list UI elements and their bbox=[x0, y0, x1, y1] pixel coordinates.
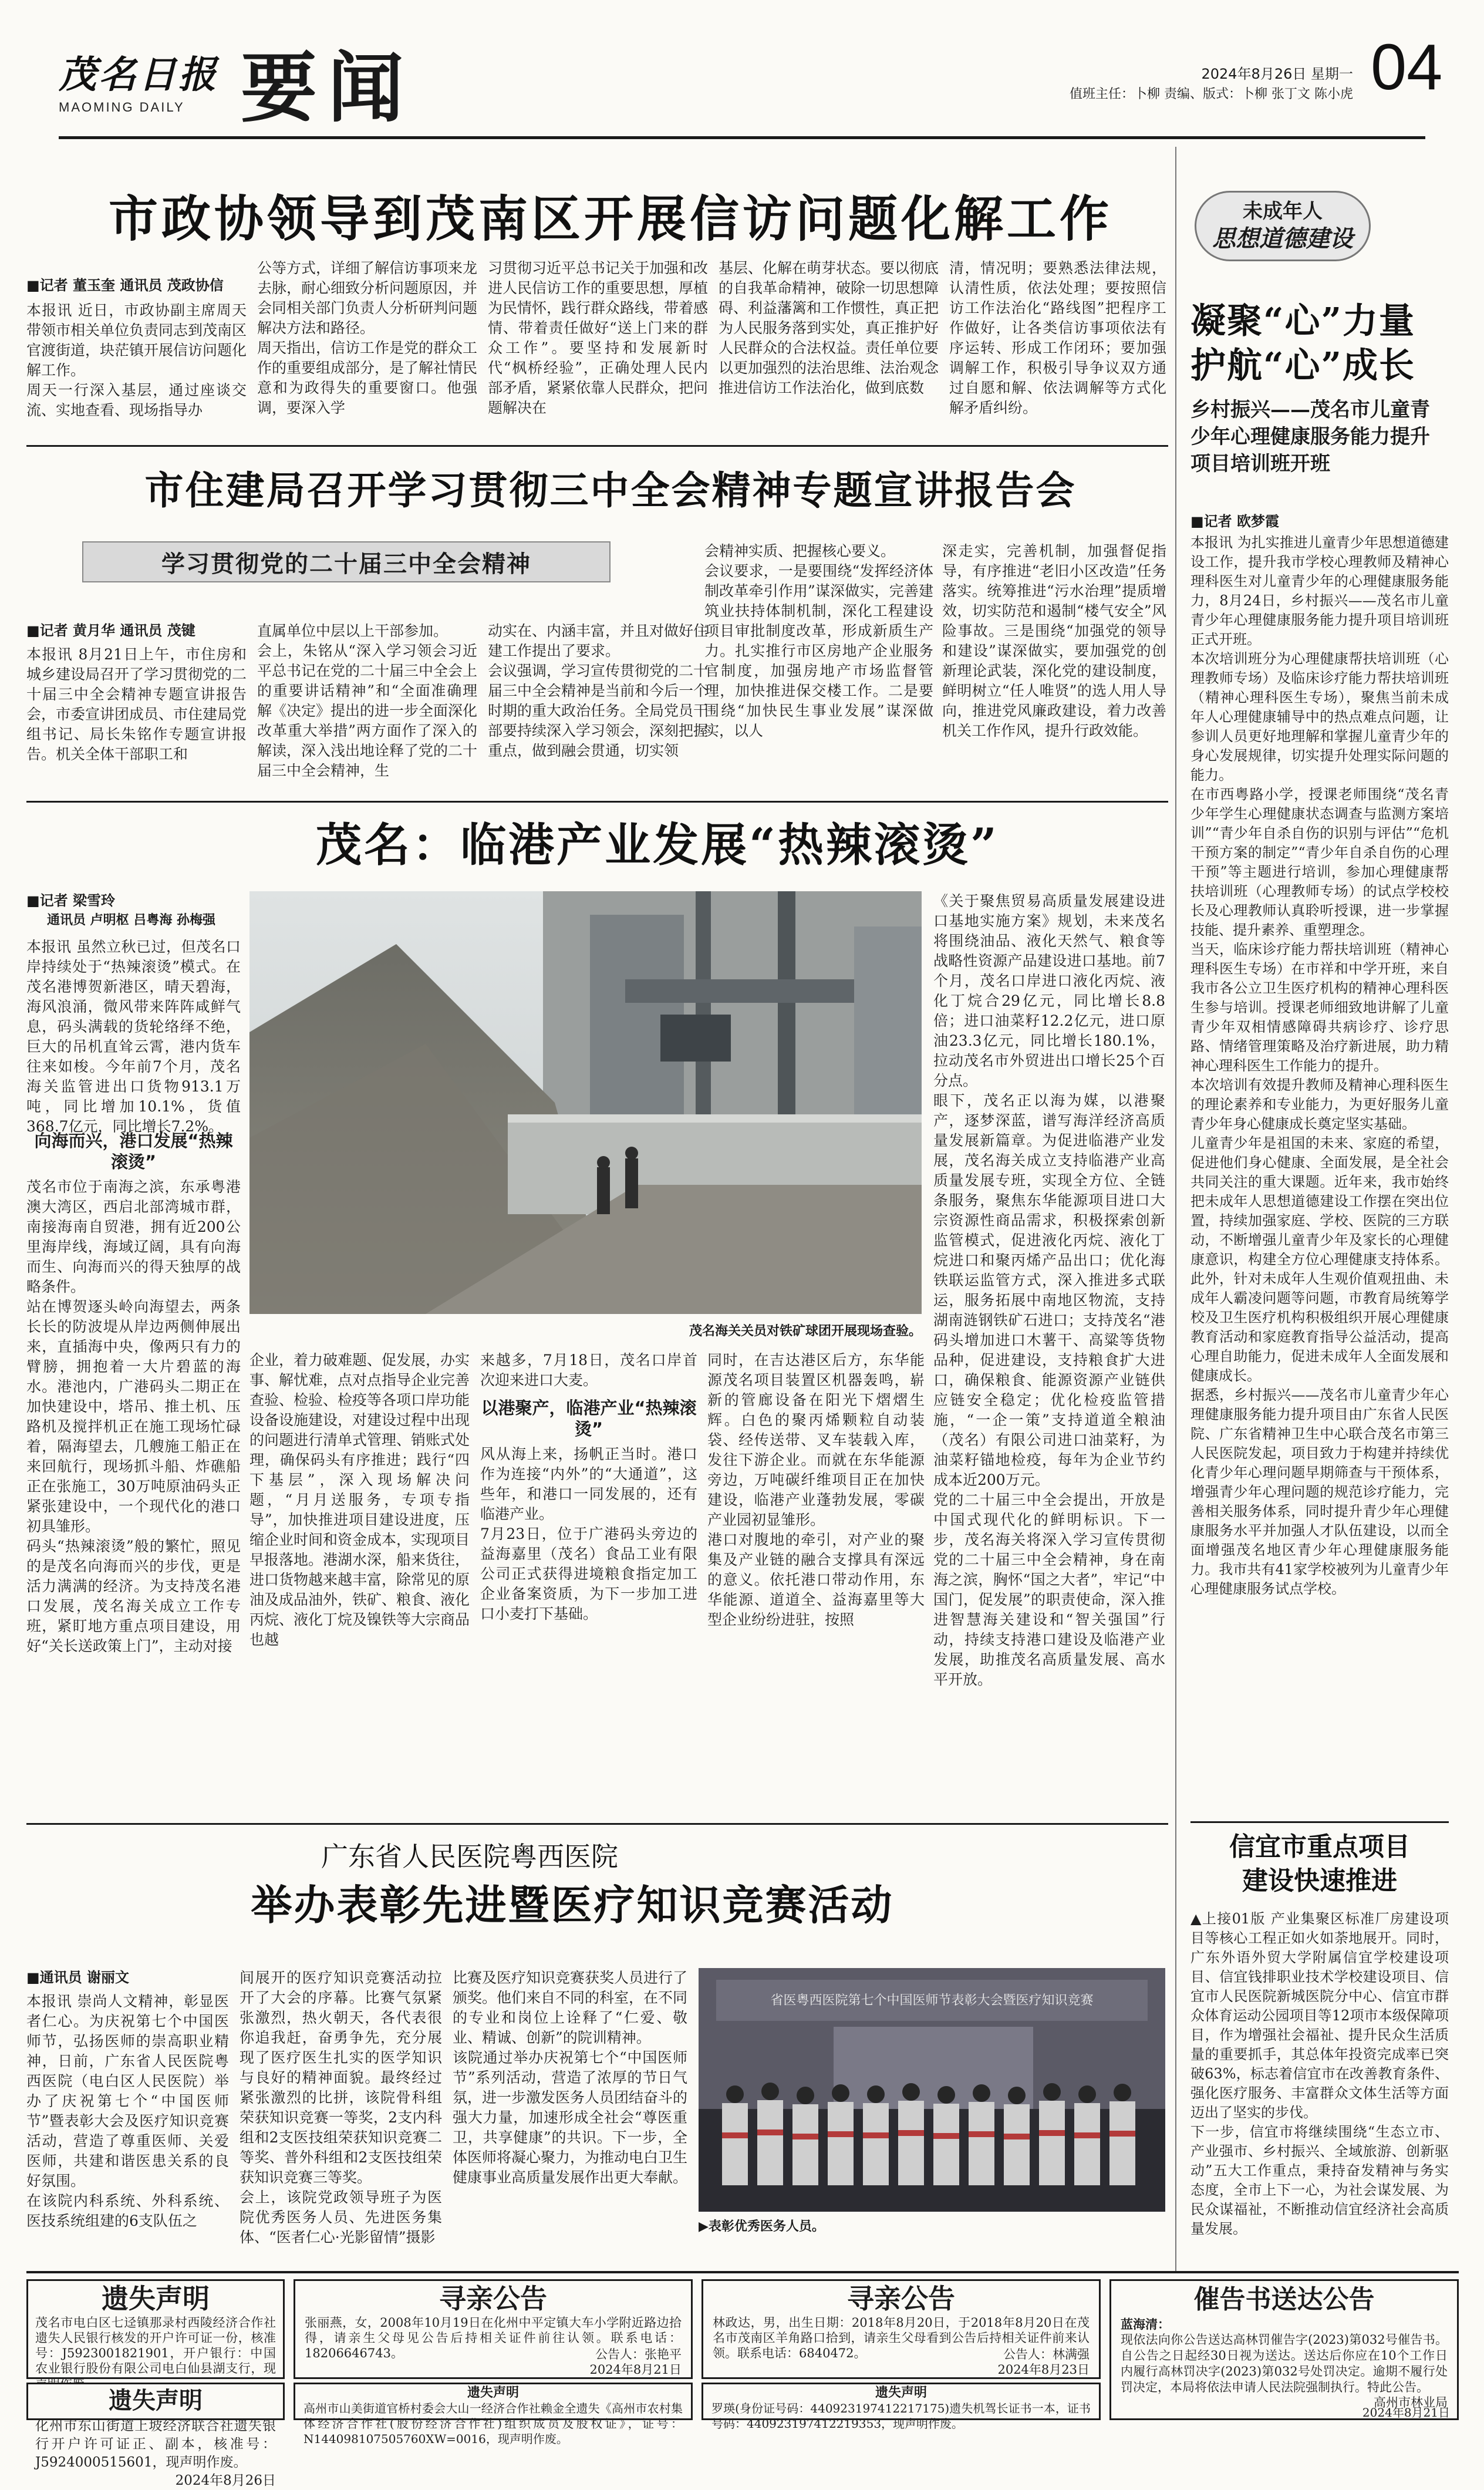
port-photo-caption: 茂名海关关员对铁矿球团开展现场查验。 bbox=[689, 1324, 922, 1339]
lost-notice-1-body: 茂名市电白区七迳镇那录村西陵经济合作社遗失人民银行核发的开户许可证一份，核准号：J5923001821901，开户银行：中国农业银行股份有限公司电白仙县湖支行，现 bbox=[35, 2316, 276, 2376]
urge-notice-sign: 高州市林业局 bbox=[1374, 2395, 1448, 2410]
small-lost-notice-2-title: 遗失声明 bbox=[875, 2385, 927, 2400]
a2-byline: ■记者 黄月华 通讯员 茂键 bbox=[26, 622, 195, 639]
sidebar1-headline2: 护航“心”成长 bbox=[1190, 345, 1416, 386]
lost-notice-1-title: 遗失声明 bbox=[102, 2283, 210, 2314]
seek-notice-2-sign: 公告人：林满强 bbox=[1003, 2347, 1090, 2361]
urge-notice-title: 催告书送达公告 bbox=[1193, 2285, 1375, 2314]
port-photo bbox=[249, 891, 922, 1314]
a3-byline1: ■记者 梁雪玲 bbox=[26, 892, 116, 909]
a1-col5: 清，情况明；要熟悉法律法规，认清性质，依法处理；要按照信访工作法治化“路线图”把程序工作做好，让各类信访事项依法有序运转、形成工作闭环；要加强调解工作，积极引导争议双方通过自愿和解、依法调解等方式化解矛盾纠纷。 bbox=[949, 260, 1166, 416]
small-lost-notice-2-body: 罗瑛(身份证号码：440923197412217175)遗失机驾长证书一本，证书号码：440923197412219353，现声明作废。 bbox=[711, 2401, 1091, 2431]
a3-subhead1: 向海而兴，港口发展“热辣滚烫” bbox=[34, 1131, 233, 1172]
a3-col4: 同时，在吉达港区后方，东华能源茂名项目装置区机器轰鸣，崭新的管廊设备在阳光下熠熠生辉。白色的聚丙烯颗粒自动装袋、经传送带、叉车装载入库，发往下游企业。而就在东华能源旁边，万吨碳纤维项目正在加快建设，临港产业蓬勃发展，零碳产业园初显雏形。 港口对腹地的牵引，对产业的聚集及产业链的融合支撑具有深远的意义。依托港口带动作用，东华能源、道道全、益海嘉里等大型企业纷纷进驻，按照 bbox=[707, 1352, 925, 1628]
a1-col1: 本报讯 近日，市政协副主席周天带领市相关单位负责同志到茂南区官渡街道，块茫镇开展信访问题化解工作。 周天一行深入基层，通过座谈交流、实地查看、现场指导办 bbox=[26, 302, 247, 419]
a2-banner-text: 学习贯彻党的二十届三中全会精神 bbox=[161, 550, 531, 578]
sidebar1-tag bbox=[1195, 191, 1371, 261]
a1-bottom-rule bbox=[26, 445, 1168, 447]
seek-notice-2-title: 寻亲公告 bbox=[847, 2283, 955, 2314]
logo-cn: 茂名日报 bbox=[59, 53, 218, 97]
seek-notice-1-date: 2024年8月21日 bbox=[589, 2363, 682, 2377]
sidebar1-tag-line1: 未成年人 bbox=[1243, 200, 1323, 223]
urge-notice-to: 蓝海清： bbox=[1121, 2317, 1170, 2331]
seek-notice-1-title: 寻亲公告 bbox=[439, 2283, 547, 2314]
seek-notice-2-date: 2024年8月23日 bbox=[997, 2363, 1090, 2377]
a2-col4: 会精神实质、把握核心要义。 会议要求，一是要围绕“发挥经济体制改革牵引作用”谋深做实，完善建筑业扶持体制机制，深化工程建设项目审批制度改革，形成新质生产力。扎实推行市区房地产企业服务官制度，加强房地产市场监督管理，加快推进保交楼工作。二是要围绕“加快民生事业发展”谋深做实，以人 bbox=[704, 543, 933, 739]
award-photo bbox=[699, 1968, 1165, 2212]
a1-col2: 公等方式，详细了解信访事项来龙去脉，耐心细致分析问题原因，并会同相关部门负责人分析研判问题解决方法和路径。 周天指出，信访工作是党的群众工作的重要组成部分，是了解社情民意和为政得失的重要窗口。他强调，要深入学 bbox=[257, 260, 478, 416]
a2-col1: 本报讯 8月21日上午，市住房和城乡建设局召开了学习贯彻党的二十届三中全会精神专题宣讲报告会，市委宣讲团成员、市住建局党组书记、局长朱铭作专题宣讲报告。机关全体干部职工和 bbox=[26, 646, 247, 763]
a3-col1: 本报讯 虽然立秋已过，但茂名口岸持续处于“热辣滚烫”模式。在茂名港博贺新港区，晴天碧海，海风浪涌，微风带来阵阵咸鲜气息，码头满载的货轮络绎不绝，巨大的吊机直耸云霄，港内货车往来如梭。今年前7个月，茂名海关监管进出口货物913.1万吨，同比增加10.1%，货值368.7亿元，同比增长7.2%。 bbox=[26, 938, 241, 1135]
masthead-rule bbox=[59, 136, 1425, 139]
page-number: 04 bbox=[1371, 31, 1443, 103]
a2-headline: 市住建局召开学习贯彻三中全会精神专题宣讲报告会 bbox=[144, 467, 1077, 513]
sidebar2-body: ▲上接01版 产业集聚区标准厂房建设项目等核心工程正如火如荼地展开。同时，广东外语外贸大学附属信宜学校建设项目、信宜钱排职业技术学校建设项目、信宜市人民医院新城医院分中心、信宜市群众体育运动公园项目等12项市本级保障项目，作为增强社会福祉、提升民众生活质量的重要抓手，其总体年投资完成率已突破63%，标志着信宜市在改善教育条件、强化医疗服务、丰富群众文体生活等方面迈出了坚实的步伐。 下一步，信宜市将继续围绕“生态立市、产业强市、乡村振兴、全域旅游、创新驱动”五大工作重点，秉持奋发精神与务实态度，全市上下一心，为社会谋发展、为民众谋福祉，不断推动信宜经济社会高质量发展。 bbox=[1190, 1911, 1449, 2237]
urge-notice-body: 现依法向你公告送达高林罚催告字(2023)第032号催告书。自公告之日起经30日视为送达。送达后你应在10个工作日内履行高林罚决字(2023)第032号处罚决定。逾期不履行处罚决定，本局将依法申请人民法院强制执行。特此公告。 bbox=[1121, 2333, 1448, 2394]
a3-col5: 《关于聚焦贸易高质量发展建设进口基地实施方案》规划，未来茂名将围绕油品、液化天然气、粮食等战略性资源产品建设进口基地。前7个月，茂名口岸进口液化丙烷、液化丁烷合29亿元，同比增长8.8倍；进口油菜籽12.2亿元，进口原油23.3亿元，同比增长180.1%，拉动茂名市外贸进出口增长25个百分点。 眼下，茂名正以海为媒，以港聚产，逐梦深蓝，谱写海洋经济高质量发展新篇章。为促进临港产业发展，茂名海关成立支持临港产业高质量发展专班，实现全方位、全链条服务，聚焦东华能源项目进口大宗资源性商品需求，积极探索创新监管模式，促进液化丙烷、液化丁烷进口和聚丙烯产品出口；优化海铁联运监管方式，深入推进多式联运，服务拓展中南地区物流，支持湖南涟钢铁矿石进口；支持茂名“港码头增加进口木薯干、高粱等货物品种，促进建设，支持粮食扩大进口，确保粮食、能源资源产业链供应链安全稳定；优化检疫监管措施，“一企一策”支持道道全粮油（茂名）有限公司进口油菜籽，为油菜籽锚地检疫，每年为企业节约成本近200万元。 党的二十届三中全会提出，开放是中国式现代化的鲜明标识。下一步，茂名海关将深入学习宣传贯彻党的二十届三中全会精神，身在南海之滨，胸怀“国之大者”，牢记“中国门，促发展”的职责使命，深入推进智慧海关建设和“智关强国”行动，持续支持港口建设及临港产业发展，助推茂名高质量发展、高水平开放。 bbox=[933, 892, 1165, 1688]
sidebar2-headline2: 建设快速推进 bbox=[1242, 1866, 1397, 1896]
notices-top-rule bbox=[26, 2271, 1459, 2273]
sidebar1-byline: ■记者 欧梦霞 bbox=[1190, 513, 1280, 530]
a4-byline: ■通讯员 谢丽文 bbox=[26, 1969, 130, 1986]
issue-date: 2024年8月26日 星期一 bbox=[1201, 66, 1353, 82]
seek-notice-1-sign: 公告人：张艳平 bbox=[595, 2347, 682, 2361]
a2-banner bbox=[82, 541, 611, 582]
a3-headline: 茂名：临港产业发展“热辣滚烫” bbox=[316, 818, 999, 872]
small-lost-notice-2 bbox=[701, 2383, 1101, 2431]
masthead bbox=[0, 0, 1484, 147]
a3-col2: 企业，着力破难题、促发展，办实事、解忧难，点对点指导企业完善查验、检验、检疫等各项口岸功能设备设施建设，对建设过程中出现的问题进行清单式管理、销账式处理，确保码头有序推进；践行“四下基层”，深入现场解决问题，“月月送服务，专项专指导”，加快推进项目建设进度，压缩企业时间和资金成本，实现项目早报落地。港湖水深，船来货往，进口货物越来越丰富，除常见的原油及成品油外，铁矿、粮食、液化丙烷、液化丁烷及镍铁等大宗商品也越 bbox=[249, 1352, 470, 1648]
a4-kicker: 广东省人民医院粤西医院 bbox=[321, 1841, 618, 1872]
a3-bottom-rule bbox=[26, 1823, 1168, 1825]
seek-notice-1-body: 张丽燕，女，2008年10月19日在化州中平定镇大车小学附近路边拾得，请亲生父母见公告后持相关证件前往认领。联系电话：18206646743。 bbox=[305, 2316, 682, 2360]
sidebar1-subtitle: 乡村振兴——茂名市儿童青少年心理健康服务能力提升项目培训班开班 bbox=[1190, 398, 1430, 476]
a4-col3: 比赛及医疗知识竞赛获奖人员进行了颁奖。他们来自不同的科室，在不同的专业和岗位上诠释了“仁爱、敬业、精诚、创新”的院训精神。 该院通过举办庆祝第七个“中国医师节”系列活动，营造了浓厚的节日气氛，进一步激发医务人员团结奋斗的强大力量，加速形成全社会“尊医重卫，共享健康”的共识。下一步，全体医师将凝心聚力，为推动电白卫生健康事业高质量发展作出更大奉献。 bbox=[453, 1969, 688, 2186]
small-lost-notice-1 bbox=[294, 2383, 693, 2446]
lost-notice-2 bbox=[26, 2383, 285, 2488]
a3-byline2: 通讯员 卢明枢 吕粤海 孙梅强 bbox=[47, 913, 215, 928]
sidebar2-top-rule bbox=[1190, 1821, 1449, 1823]
sidebar-divider bbox=[1175, 147, 1176, 2272]
a2-col5: 深走实，完善机制，加强督促指导，有序推进“老旧小区改造”任务落实。统筹推进“污水治理”提质增效，切实防范和遏制“楼气安全”风险事故。三是围绕“加强党的领导和建设”谋深做实，要加强党的创新理论武装，深化党的建设制度，鲜明树立“任人唯贤”的选人用人导向，推进党风廉政建设，着力改善机关工作作风，提升行政效能。 bbox=[942, 543, 1166, 739]
sidebar1-headline1: 凝聚“心”力量 bbox=[1190, 301, 1416, 342]
a1-headline: 市政协领导到茂南区开展信访问题化解工作 bbox=[108, 190, 1112, 248]
logo-en: MAOMING DAILY bbox=[59, 100, 185, 114]
lost-notice-1 bbox=[26, 2279, 285, 2379]
a1-byline: ■记者 董玉奎 通讯员 茂政协信 bbox=[26, 277, 224, 294]
a3-subhead2: 以港聚产，临港产业“热辣滚烫” bbox=[481, 1398, 697, 1439]
small-lost-notice-1-body: 高州市山美街道官桥村委会大山一经济合作社赖金全遗失《高州市农村集体经济合作社(股份经济合作社)组织成员及股权证》，证号：N1440981075057​60XW=0016，现声明作废。 bbox=[303, 2401, 683, 2446]
a2-bottom-rule bbox=[26, 801, 1168, 803]
award-photo-banner: 省医粤西医院第七个中国医师节表彰大会暨医疗知识竞赛 bbox=[770, 1993, 1094, 2008]
seek-notice-2 bbox=[701, 2279, 1101, 2379]
sidebar2-headline1: 信宜市重点项目 bbox=[1229, 1832, 1410, 1862]
small-lost-notice-1-title: 遗失声明 bbox=[467, 2385, 519, 2400]
lost-notice-2-title: 遗失声明 bbox=[109, 2387, 203, 2414]
award-photo-caption: ▶表彰优秀医务人员。 bbox=[699, 2219, 825, 2234]
sidebar1-body: 本报讯 为扎实推进儿童青少年思想道德建设工作，提升我市学校心理教师及精神心理科医生对儿童青少年的心理健康服务能力，8月24日，乡村振兴——茂名市儿童青少年心理健康服务能力提升项目培训班正式开班。 本次培训班分为心理健康帮扶培训班（心理教师专场）及临床诊疗能力帮扶培训班（精神心理科医生专场），聚焦当前未成年人心理健康辅导中的热点难点问题，让参训人员更好地理解和掌握儿童青少年的身心发展规律，切实提升处理实际问题的能力。 在市西粤路小学，授课老师围绕“茂名青少年学生心理健康状态调查与监测方案培训”“青少年自杀自伤的识别与评估”“危机干预方案的制定”“青少年自杀自伤的心理干预”等主题进行培训，参加心理健康帮扶培训班（心理教师专场）的试点学校校长及心理教师认真聆听授课，进一步掌握技能、提升素养、重塑理念。 当天，临床诊疗能力帮扶培训班（精神心理科医生专场）在市祥和中学开班，来自我市各公立卫生医疗机构的精神心理科医生参与培训。授课老师细致地讲解了儿童青少年双相情感障碍共病诊疗、诊疗思路、情绪管理策略及治疗新进展，助力精神心理科医生工作能力的提升。 本次培训有效提升教师及精神心理科医生的理论素养和专业能力，为更好服务儿童青少年身心健康成长奠定坚实基础。 儿童青少年是祖国的未来、家庭的希望，促进他们身心健康、全面发展，是全社会共同关注的重大课题。近年来，我市始终把未成年人思想道德建设工作摆在突出位置，持续加强家庭、学校、医院的三方联动，不断增强儿童青少年及家长的心理健康意识，构建全方位心理健康支持体系。此外，针对未成年人生观价值观扭曲、未成年人霸凌问题等问题，市教育局统筹学校及卫生医疗机构积极组织开展心理健康教育活动和家庭教育指导公益活动，提高心理自助能力，促进未成年人全面发展和健康成长。 据悉，乡村振兴——茂名市儿童青少年心理健康服务能力提升项目由广东省人民医院、广东省精神卫生中心联合茂名市第三人民医院发起，项目致力于构建并持续优化青少年心理问题早期筛查与干预体系，增强青少年心理问题的规范诊疗能力，完善相关服务体系，同时提升青少年心理健康服务水平并加强人才队伍建设，以而全面增强茂名地区青少年心理健康服务能力。我市共有41家学校被列为儿童青少年心理健康服务试点学校。 bbox=[1190, 534, 1449, 1597]
a4-col2: 间展开的医疗知识竞赛活动拉开了大会的序幕。比赛气氛紧张激烈，热火朝天，各代表很你追我赶，奋勇争先，充分展现了医疗医生扎实的医学知识与良好的精神面貌。最终经过紧张激烈的比拼，该院骨科组荣获知识竞赛一等奖，2支内科组和2支医技组荣获知识竞赛二等奖、普外科组和2支医技组荣获知识竞赛三等奖。 会上，该院党政领导班子为医院优秀医务人员、先进医务集体、“医者仁心·光影留情”摄影 bbox=[240, 1969, 442, 2246]
a4-col1: 本报讯 崇尚人文精神，彰显医者仁心。为庆祝第七个中国医师节，弘扬医师的崇高职业精神，日前，广东省人民医院粤西医院（电白区人民医院）举办了庆祝第七个“中国医师节”暨表彰大会及医疗知识竞赛活动，营造了尊重医师、关爱医师，共建和谐医患关系的良好氛围。 在该院内科系统、外科系统、医技系统组建的6支队伍之 bbox=[26, 1993, 229, 2229]
lost-notice-2-date: 2024年8月26日 bbox=[175, 2473, 276, 2488]
a2-col2: 直属单位中层以上干部参加。 会上，朱铭从“深入学习领会习近平总书记在党的二十届三中全会上的重要讲话精神”和“全面准确理解《决定》提出的进一步全面深化改革重大举措”两方面作了深入的解读，深入浅出地诠释了党的二十届三中全会精神，生 bbox=[257, 622, 478, 779]
a3-col3b: 风从海上来，扬帆正当时。港口作为连接“内外”的“大通道”，这些年，和港口一同发展的，还有临港产业。 7月23日，位于广港码头旁边的益海嘉里（茂名）食品工业有限公司正式获得进境粮食指定加工企业备案资质，为下一步加工进口小麦打下基础。 bbox=[480, 1446, 697, 1622]
a4-headline: 举办表彰先进暨医疗知识竞赛活动 bbox=[251, 1881, 894, 1929]
a3-col3: 来越多，7月18日，茂名口岸首次迎来进口大麦。 bbox=[480, 1352, 697, 1389]
logo bbox=[59, 52, 229, 122]
seek-notice-2-body: 林政达，男，出生日期：2018年8月20日，于2018年8月20日在茂名市茂南区羊角路口拾到，请亲生父母看到公告后持相关证件前来认领。联系电话：6840472。 bbox=[713, 2316, 1090, 2360]
a3-col1b: 茂名市位于南海之滨，东承粤港澳大湾区，西启北部湾城市群，南接海南自贸港，拥有近200公里海岸线，海域辽阔，具有向海而生、向海而兴的得天独厚的战略条件。 站在博贺逐头岭向海望去，两条长长的防波堤从岸边两侧伸展出来，直插海中央，像两只有力的臂膀，拥抱着一大片碧蓝的海水。港池内，广港码头二期正在加快建设中，塔吊、推土机、压路机及搅拌机正在施工现场忙碌着，隔海望去，几艘施工船正在来回航行，现场抓斗船、炸礁船正在张施工，30万吨原油码头正紧张建设中，一个现代化的港口初具雏形。 码头“热辣滚烫”般的繁忙，照见的是茂名向海而兴的步伐，更是活力满满的经济。为支持茂名港口发展，茂名海关成立工作专班，紧盯地方重点项目建设，用好“关长送政策上门”，主动对接 bbox=[26, 1178, 241, 1655]
editors: 值班主任：卜柳 责编、版式：卜柳 张丁文 陈小虎 bbox=[1070, 87, 1353, 102]
a1-col3: 习贯彻习近平总书记关于加强和改进人民信访工作的重要思想，厚植为民情怀，践行群众路线，带着感情、带着责任做好“送上门来的群众工作”。要坚持和发展新时代“枫桥经验”，正确处理人民内部矛盾，紧紧依靠人民群众，把问题解决在 bbox=[488, 260, 709, 416]
sidebar1-tag-line2: 思想道德建设 bbox=[1212, 225, 1353, 252]
section-title: 要闻 bbox=[241, 43, 415, 133]
a1-col4: 基层、化解在萌芽状态。要以彻底的自我革命精神，破除一切思想障碍、利益藩篱和工作惯性，真正把为人民服务落到实处，真正推护好人民群众的合法权益。责任单位要以更加强烈的法治思维、法治观念推进信访工作法治化，做到底数 bbox=[719, 260, 939, 396]
urge-notice-date: 2024年8月21日 bbox=[1362, 2405, 1450, 2420]
seek-notice-1 bbox=[294, 2279, 693, 2379]
urge-notice bbox=[1109, 2279, 1459, 2420]
port-photo-graphic bbox=[249, 891, 922, 1314]
lost-notice-2-body: 化州市东山街道上坡经济联合社遗失银行开户许可证正、副本，核准号：J5924000515601，现声明作废。 bbox=[35, 2418, 276, 2470]
a2-col3: 动实在、内涵丰富，并且对做好住建工作提出了要求。 会议强调，学习宣传贯彻党的二十届三中全会精神是当前和今后一个时期的重大政治任务。全局党员干部要持续深入学习领会，深刻把握重点，做到融会贯通，切实领 bbox=[488, 622, 709, 759]
